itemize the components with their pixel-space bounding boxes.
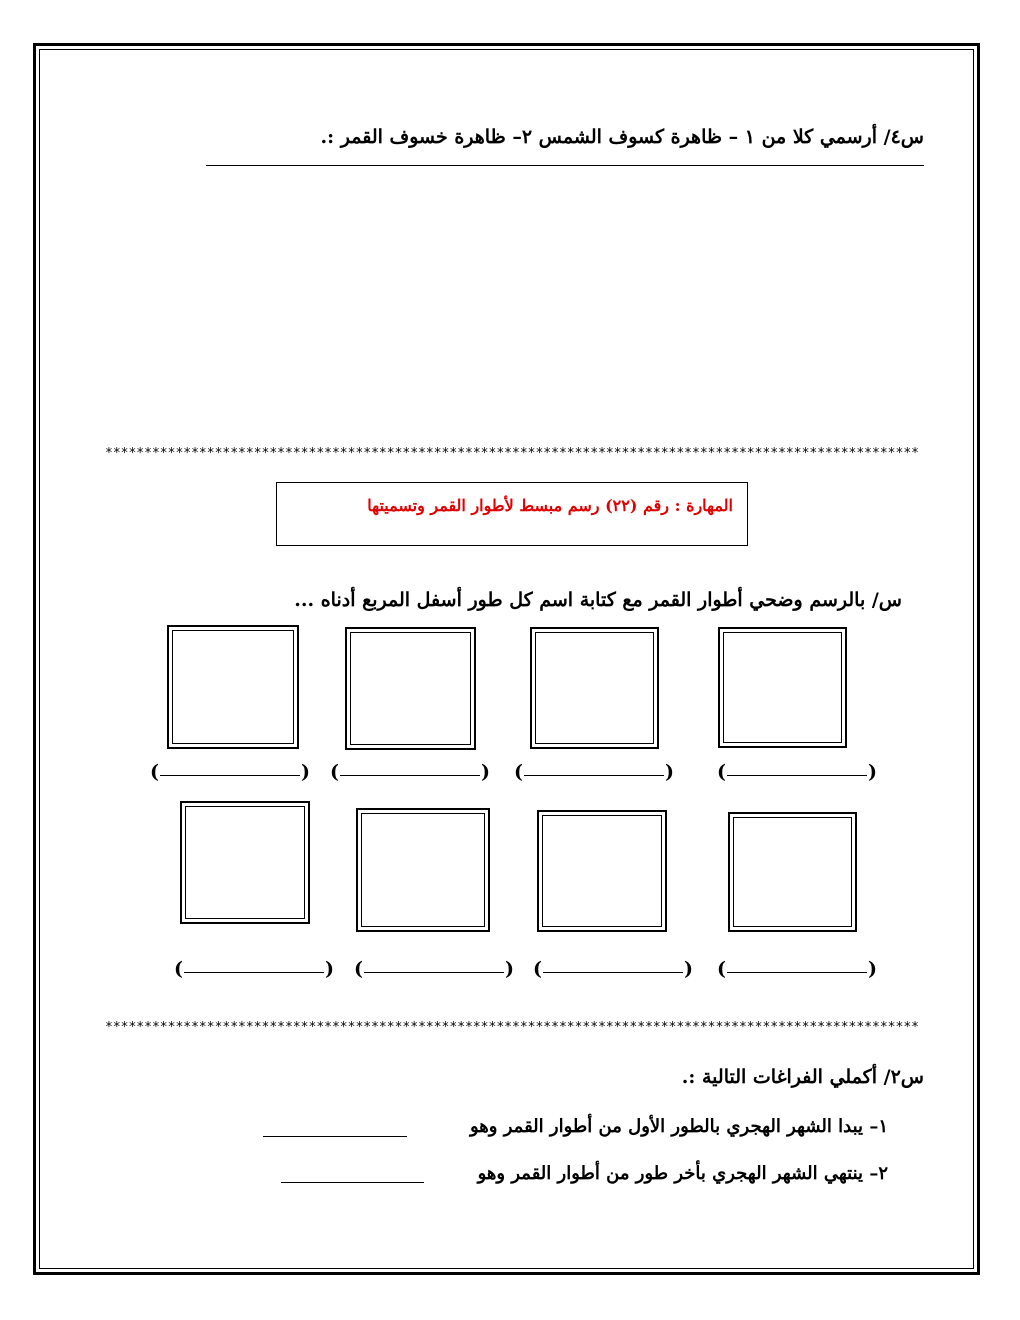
- fill-blank-1[interactable]: [263, 1136, 407, 1137]
- fill-item-1: ١– يبدا الشهر الهجري بالطور الأول من أطوار القمر وهو: [469, 1116, 888, 1137]
- phase-box-3[interactable]: [345, 627, 476, 750]
- blank-close-paren: ): [325, 958, 334, 980]
- phase-box-8[interactable]: [180, 801, 310, 924]
- phase-label-blank-3[interactable]: [330, 761, 490, 783]
- blank-open-paren: (: [354, 958, 363, 980]
- blank-open-paren: (: [174, 958, 183, 980]
- q4-drawing-area[interactable]: [110, 175, 920, 435]
- blank-close-paren: ): [868, 958, 877, 980]
- fill-blank-2[interactable]: [281, 1182, 424, 1183]
- fill-item-2: ٢– ينتهي الشهر الهجري بأخر طور من أطوار القمر وهو: [477, 1163, 888, 1184]
- phase-box-2[interactable]: [530, 627, 659, 749]
- phase-box-4[interactable]: [167, 625, 299, 749]
- blank-open-paren: (: [533, 958, 542, 980]
- phase-label-blank-7[interactable]: [354, 958, 514, 980]
- blank-close-paren: ): [665, 761, 674, 783]
- question-moon-phases: س/ بالرسم وضحي أطوار القمر مع كتابة اسم كل طور أسفل المربع أدناه ...: [294, 589, 902, 611]
- blank-close-paren: ): [481, 761, 490, 783]
- phase-label-blank-2[interactable]: [514, 761, 674, 783]
- phase-label-blank-5[interactable]: [717, 958, 877, 980]
- question-2-title: س٢/ أكملي الفراغات التالية :.: [681, 1066, 924, 1088]
- phase-box-7[interactable]: [356, 808, 490, 932]
- phase-box-6[interactable]: [537, 810, 667, 932]
- blank-open-paren: (: [717, 761, 726, 783]
- question-4: س٤/ أرسمي كلا من ١ – ظاهرة كسوف الشمس ٢– ظاهرة خسوف القمر :.: [320, 126, 924, 148]
- phase-box-1[interactable]: [718, 627, 847, 748]
- skill-box: [276, 482, 748, 546]
- phase-label-blank-6[interactable]: [533, 958, 693, 980]
- phase-box-5[interactable]: [728, 812, 857, 932]
- blank-close-paren: ): [505, 958, 514, 980]
- blank-open-paren: (: [514, 761, 523, 783]
- blank-open-paren: (: [717, 958, 726, 980]
- blank-open-paren: (: [330, 761, 339, 783]
- blank-close-paren: ): [301, 761, 310, 783]
- phase-label-blank-4[interactable]: [150, 761, 310, 783]
- phase-label-blank-1[interactable]: [717, 761, 877, 783]
- skill-text: المهارة : رقم (٢٢) رسم مبسط لأطوار القمر وتسميتها: [367, 496, 733, 515]
- blank-close-paren: ): [684, 958, 693, 980]
- blank-close-paren: ): [868, 761, 877, 783]
- blank-open-paren: (: [150, 761, 159, 783]
- question-4-underline: [206, 165, 924, 166]
- star-divider-bottom: ********************************************************************************************************: [105, 1020, 919, 1035]
- phase-label-blank-8[interactable]: [174, 958, 334, 980]
- star-divider-top: ********************************************************************************************************: [105, 446, 919, 461]
